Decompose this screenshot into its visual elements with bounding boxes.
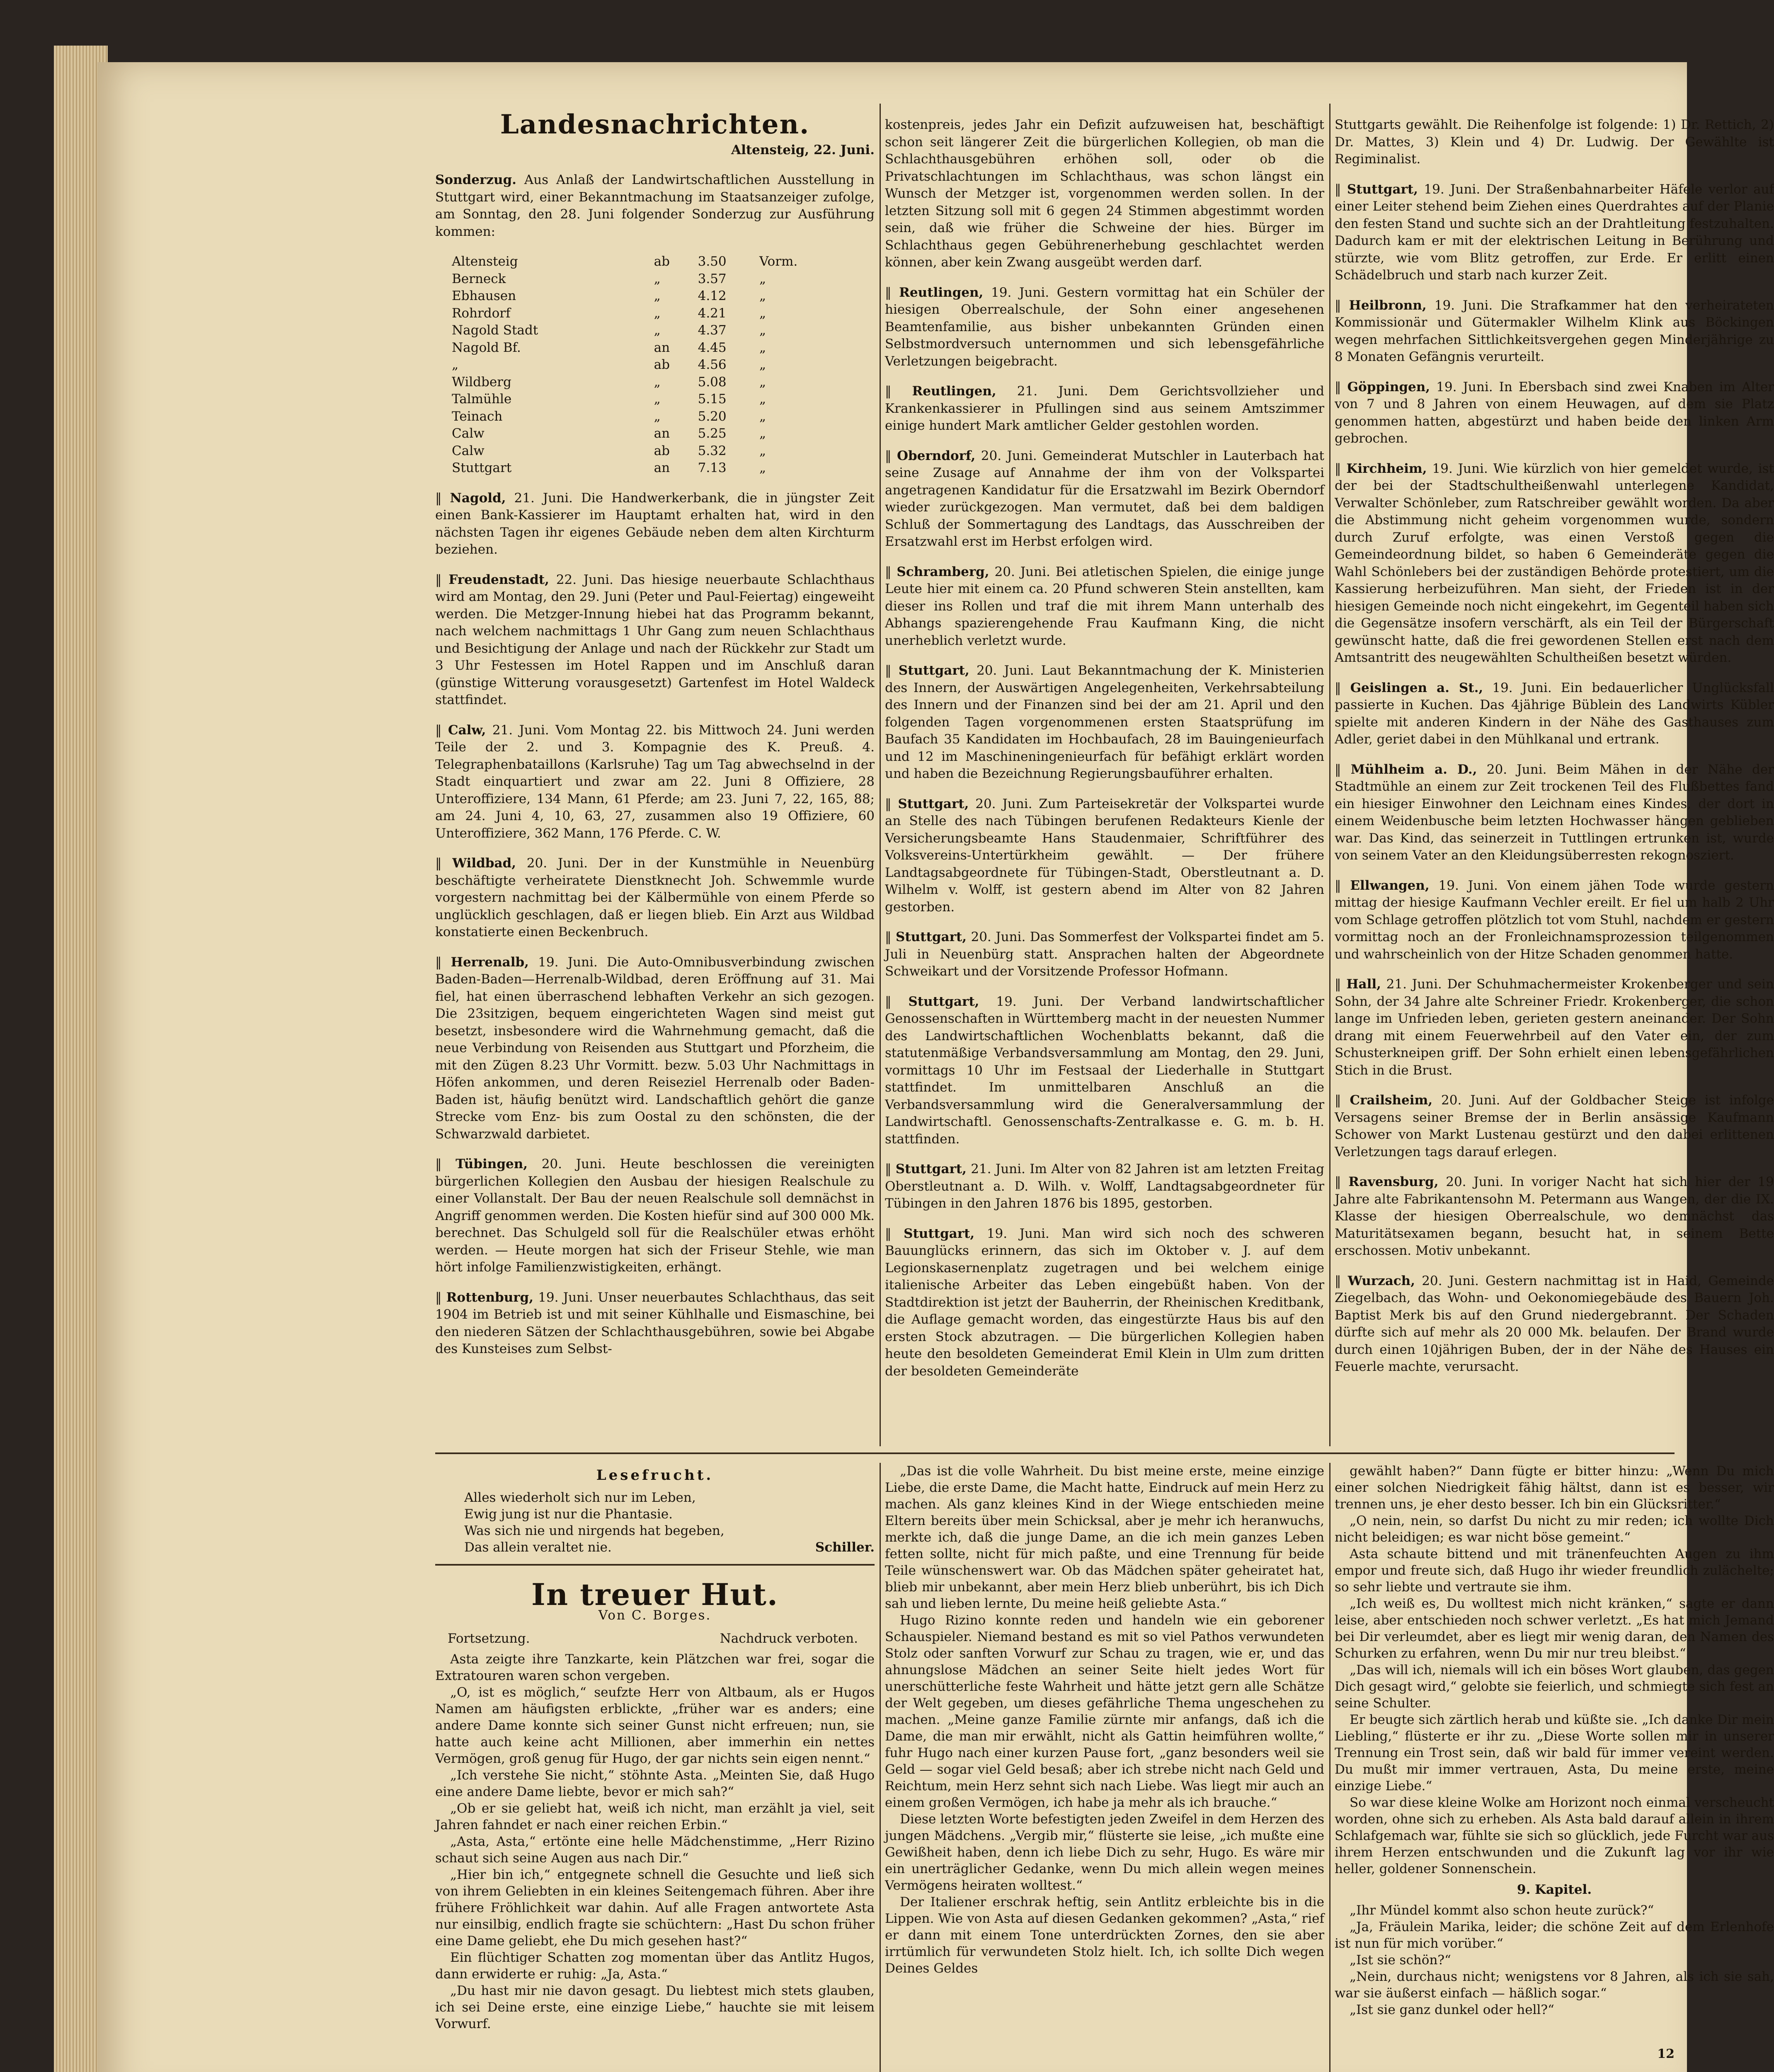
train-note: „ xyxy=(759,443,766,458)
news-place: Crailsheim, xyxy=(1350,1093,1433,1108)
story-title: In treuer Hut. xyxy=(531,1577,778,1612)
news-item: ‖ Stuttgart, 21. Juni. Im Alter von 82 Jahren ist am letzten Freitag Oberstleutnant a. D. Wilh. v. Wolff, Landtagsabgeordneter für Tübingen in den Jahren 1876 bis 1895, gestorben. xyxy=(885,1162,1324,1211)
reprint-note: Nachdruck verboten. xyxy=(720,1631,858,1646)
news-column-1 xyxy=(435,104,875,1371)
news-place: Heilbronn, xyxy=(1349,298,1427,313)
news-text: Stuttgarts gewählt. Die Reihenfolge ist folgende: 1) Dr. Rettich, 2) Dr. Mattes, 3) Klein und 4) Dr. Ludwig. Der Gewählte ist Regiminalist. xyxy=(1335,117,1774,167)
train-time: 5.25 xyxy=(698,426,727,441)
story-text xyxy=(435,1651,875,2032)
news-text: 20. Juni. Beim Mähen in der Nähe der Stadtmühle an einem zur Zeit trockenen Teil des Flußbettes fand ein hiesiger Einwohner den Leichnam eines Kindes, der dort in einem Weidenbusche beim letzten Hochwasser hängen geblieben war. Das Kind, das seinerzeit in Tuttlingen ertrunken ist, wurde von seinem Vater an den Kleidungsüberresten rekognosziert. xyxy=(1335,762,1774,863)
column-divider xyxy=(880,1463,881,2072)
sonderzug-intro: Sonderzug. Aus Anlaß der Landwirtschaftlichen Ausstellung in Stuttgart wird, einer Bekanntmachung im Staatsanzeiger zufolge, am Sonntag, den 28. Juni folgender Sonderzug zur Ausführung kommen: xyxy=(435,172,875,239)
train-station: Nagold Stadt xyxy=(452,323,538,338)
news-text: 19. Juni. Der Verband landwirtschaftlicher Genossenschaften in Württemberg macht in der neuesten Nummer des Landwirtschaftlichen Wochenblatts bekannt, daß die statutenmäßige Verbandsversammlung am Montag, den 29. Juni, vormittags 10 Uhr im Festsaal der Liederhalle in Stuttgart stattfindet. Im unmittelbaren Anschluß an die Verbandsversammlung wird die Generalversammlung der Landwirtschaftl. Genossenschafts-Zentralkasse e. G. m. b. H. stattfinden. xyxy=(885,994,1325,1147)
story-paragraph: „Du hast mir nie davon gesagt. Du liebtest mich stets glauben, ich sei Deine erste, eine einzige Liebe,“ hauchte sie mit leisem Vorwurf. xyxy=(435,1983,875,2031)
chapter-heading: 9. Kapitel. xyxy=(1517,1882,1592,1897)
column-divider xyxy=(1329,1463,1330,2072)
dateline: Altensteig, 22. Juni. xyxy=(731,142,875,157)
news-place: Tübingen, xyxy=(456,1157,528,1172)
news-place: Stuttgart, xyxy=(908,994,979,1009)
news-place: Ravensburg, xyxy=(1348,1174,1439,1189)
news-item: ‖ Crailsheim, 20. Juni. Auf der Goldbacher Steige ist infolge Versagens seiner Bremse der in Berlin ansässige Kaufmann Schower von Markt Lustenau gestürzt und den dabei erlittenen Verletzungen tags darauf erlegen. xyxy=(1335,1093,1774,1159)
train-station: „ xyxy=(452,357,459,372)
train-stop-row xyxy=(452,288,891,305)
news-item: ‖ Geislingen a. St., 19. Juni. Ein bedauerlicher Unglücksfall passierte in Kuchen. Das 4jährige Büblein des Landwirts Kübler spielte mit anderen Kindern in der Nähe des Gasthauses zum Adler, geriet dabei in den Mühlkanal und ertrank. xyxy=(1335,680,1774,747)
train-schedule-table xyxy=(452,253,891,477)
poem-line: Was sich nie und nirgends hat begeben, xyxy=(464,1523,725,1538)
news-item: ‖ Schramberg, 20. Juni. Bei atletischen Spielen, die einige junge Leute hier mit einem ca. 20 Pfund schweren Stein anstellten, kam dieser ins Rollen und traf die mit ihrem Mann unterhalb des Abhangs spazierengehende Frau Kaufmann King, die nicht unerheblich verletzt wurde. xyxy=(885,564,1325,648)
story-paragraph: Asta schaute bittend und mit tränenfeuchten Augen zu ihm empor und freute sich, daß Hugo ihr wieder freundlich zulächelte; so sehr liebte und vertraute sie ihm. xyxy=(1335,1547,1774,1595)
news-place: Freudenstadt, xyxy=(448,572,549,587)
news-text: 20. Juni. Der in der Kunstmühle in Neuenbürg beschäftigte verheiratete Dienstknecht Joh. Schwemmle wurde vorgestern nachmittag bei der Kälbermühle von einem Pferde so unglücklich geschlagen, daß er liegen blieb. Ein Arzt aus Wildbad konstatierte einen Beckenbruch. xyxy=(435,856,875,939)
news-text: 20. Juni. Auf der Goldbacher Steige ist infolge Versagens seiner Bremse der in Berlin ansässige Kaufmann Schower von Markt Lustenau gestürzt und den dabei erlittenen Verletzungen tags darauf erlegen. xyxy=(1335,1093,1774,1159)
news-item: ‖ Stuttgart, 20. Juni. Zum Parteisekretär der Volkspartei wurde an Stelle des nach Tübingen berufenen Redakteurs Kienle der Versicherungsbeamte Hans Staudenmaier, Schriftführer des Volksvereins-Untertürkheim gewählt. — Der frühere Landtagsabgeordnete für Tübingen-Stadt, Oberstleutnant a. D. Wilhelm v. Wolff, ist gestern abend im Alter von 82 Jahren gestorben. xyxy=(885,796,1325,915)
poem-line: Ewig jung ist nur die Phantasie. xyxy=(464,1507,673,1522)
story-paragraph: gewählt haben?“ Dann fügte er bitter hinzu: „Wenn Du mich einer solchen Niedrigkeit fähig hältst, dann ist es besser, wir trennen uns, je eher desto besser. Ich bin ein Glücksritter.“ xyxy=(1335,1464,1774,1512)
news-text: 19. Juni. Wie kürzlich von hier gemeldet wurde, ist der bei der Stadtschultheißenwahl unterlegene Kandidat, Verwalter Schönleber, zum Ratschreiber gewählt worden. Da aber die Abstimmung nicht geheim vorgenommen wurde, sondern durch Zuruf erfolgte, was einen Verstoß gegen die Gemeindeordnung bildet, so haben 6 Gemeinderäte gegen die Wahl Schönlebers bei der zuständigen Behörde protestiert, um die Kassierung herbeizuführen. Man sieht, der Frieden ist in der hiesigen Gemeinde noch nicht eingekehrt, im Gegenteil haben sich die Gegensätze insofern verschärft, als ein Teil der Bürgerschaft gewünscht hatte, daß die frei gewordenen Stellen erst nach dem Amtsantritt des neugewählten Schultheißen besetzt würden. xyxy=(1335,461,1774,665)
news-text: 19. Juni. Die Strafkammer hat den verheirateten Kommissionär und Gütermakler Wilhelm Klink aus Böckingen wegen mehrfachen Sittlichkeitsvergehen gegen Minderjährige zu 8 Monaten Gefängnis verurteilt. xyxy=(1335,298,1774,364)
news-item: ‖ Freudenstadt, 22. Juni. Das hiesige neuerbaute Schlachthaus wird am Montag, den 29. Juni (Peter und Paul-Feiertag) eingeweiht werden. Die Metzger-Innung hiebei hat das Programm bekannt, nach welchem nachmittags 1 Uhr Gang zum neuen Schlachthaus und Besichtigung der Anlage und nach der Rückkehr zur Stadt um 3 Uhr Festessen im Hotel Rappen und im Anschluß daran (günstige Witterung vorausgesetzt) Gartenfest im Hotel Waldeck stattfindet. xyxy=(435,572,875,707)
news-item: ‖ Stuttgart, 19. Juni. Man wird sich noch des schweren Bauunglücks erinnern, das sich im Oktober v. J. auf dem Legionskasernenplatz zugetragen und bei welchem einige italienische Arbeiter das Leben eingebüßt haben. Von der Stadtdirektion ist jetzt der Bauherrin, der Rheinischen Kreditbank, die Auflage gemacht worden, das eingestürzte Haus bis auf den ersten Stock abzutragen. — Die bürgerlichen Kollegien haben heute den besoldeten Gemeinderat Emil Klein in Ulm zum dritten der besoldeten Gemeinderäte xyxy=(885,1226,1324,1379)
train-mode: „ xyxy=(654,323,661,338)
train-stop-row xyxy=(452,322,891,339)
news-item: ‖ Göppingen, 19. Juni. In Ebersbach sind zwei Knaben im Alter von 7 und 8 Jahren von einem Heuwagen, auf dem sie Platz genommen hatten, abgestürzt und haben beide den linken Arm gebrochen. xyxy=(1335,379,1774,446)
train-mode: ab xyxy=(654,254,670,269)
news-item: ‖ Stuttgart, 19. Juni. Der Verband landwirtschaftlicher Genossenschaften in Württemberg macht in der neuesten Nummer des Landwirtschaftlichen Wochenblatts bekannt, daß die statutenmäßige Verbandsversammlung am Montag, den 29. Juni, vormittags 10 Uhr im Festsaal der Liederhalle in Stuttgart stattfindet. Im unmittelbaren Anschluß an die Verbandsversammlung wird die Generalversammlung der Landwirtschaftl. Genossenschafts-Zentralkasse e. G. m. b. H. stattfinden. xyxy=(885,994,1325,1147)
train-station: Nagold Bf. xyxy=(452,340,521,355)
train-note: „ xyxy=(759,392,766,407)
news-item: ‖ Reutlingen, 21. Juni. Dem Gerichtsvollzieher und Krankenkassierer in Pfullingen sind aus seinem Amtszimmer einige hundert Mark amtlicher Gelder gestohlen worden. xyxy=(885,384,1324,433)
train-station: Calw xyxy=(452,443,485,458)
news-item: ‖ Nagold, 21. Juni. Die Handwerkerbank, die in jüngster Zeit einen Bank-Kassierer im Hauptamt erhalten hat, wird in den nächsten Tagen ihr eigenes Gebäude neben dem alten Kirchturm beziehen. xyxy=(435,490,875,557)
train-stop-row xyxy=(452,425,891,443)
news-place: Herrenalb, xyxy=(451,954,529,970)
news-place: Stuttgart, xyxy=(904,1226,975,1241)
news-place: Stuttgart, xyxy=(898,796,969,811)
story-paragraph: „O nein, nein, so darfst Du nicht zu mir reden; ich wollte Dich nicht beleidigen; es war nicht böse gemeint.“ xyxy=(1335,1513,1774,1545)
train-mode: „ xyxy=(654,374,661,390)
story-paragraph: „Ob er sie geliebt hat, weiß ich nicht, man erzählt ja viel, seit Jahren fahndet er nach einer reichen Erbin.“ xyxy=(435,1801,875,1832)
column-divider xyxy=(1329,104,1330,1446)
news-place: Wildbad, xyxy=(452,856,516,871)
train-stop-row xyxy=(452,443,891,460)
train-time: 4.45 xyxy=(698,340,727,355)
section-title: Landesnachrichten. xyxy=(500,109,810,140)
news-item: ‖ Hall, 21. Juni. Der Schuhmachermeister Krokenberger und sein Sohn, der 34 Jahre alte Schreiner Friedr. Krokenberger, die schon lange im Unfrieden leben, gerieten gestern aneinander. Der Sohn drang mit einem Feuerwehrbeil auf den Vater ein, der zum Schusterkneipen griff. Der Sohn erhielt einen lebensgefährlichen Stich in die Brust. xyxy=(1335,977,1774,1078)
train-time: 4.21 xyxy=(698,305,727,321)
news-item: ‖ Wildbad, 20. Juni. Der in der Kunstmühle in Neuenbürg beschäftigte verheiratete Dienstknecht Joh. Schwemmle wurde vorgestern nachmittag bei der Kälbermühle von einem Pferde so unglücklich geschlagen, daß er liegen blieb. Ein Arzt aus Wildbad konstatierte einen Beckenbruch. xyxy=(435,856,875,939)
train-note: Vorm. xyxy=(759,254,798,269)
train-station: Altensteig xyxy=(452,254,518,269)
train-station: Ebhausen xyxy=(452,288,516,303)
train-time: 5.08 xyxy=(698,374,727,390)
train-mode: ab xyxy=(654,443,670,458)
news-place: Rottenburg, xyxy=(446,1290,534,1305)
train-note: „ xyxy=(759,305,766,321)
story-paragraph: „Das will ich, niemals will ich ein böses Wort glauben, das gegen Dich gesagt wird,“ gelobte sie feierlich, und schmiegte sich fest an seine Schulter. xyxy=(1335,1663,1774,1711)
train-time: 7.13 xyxy=(698,460,727,475)
news-place: Hall, xyxy=(1346,977,1381,992)
story-paragraph: „Ist sie schön?“ xyxy=(1350,1953,1451,1968)
news-text: 20. Juni. Bei atletischen Spielen, die einige junge Leute hier mit einem ca. 20 Pfund schweren Stein anstellten, kam dieser ins Rollen und traf die mit ihrem Mann unterhalb des Abhangs spazierengehende Frau Kaufmann King, die nicht unerheblich verletzt wurde. xyxy=(885,564,1325,648)
news-text: 21. Juni. Der Schuhmachermeister Krokenberger und sein Sohn, der 34 Jahre alte Schreiner Friedr. Krokenberger, die schon lange im Unfrieden leben, gerieten gestern aneinander. Der Sohn drang mit einem Feuerwehrbeil auf den Vater ein, der zum Schusterkneipen griff. Der Sohn erhielt einen lebensgefährlichen Stich in die Brust. xyxy=(1335,977,1774,1078)
news-items xyxy=(435,490,875,1358)
section-divider xyxy=(435,1452,1675,1454)
news-item: ‖ Ellwangen, 19. Juni. Von einem jähen Tode wurde gestern mittag der hiesige Kaufmann Vechler ereilt. Er fiel um halb 2 Uhr vom Schlage getroffen plötzlich tot vom Stuhl, nachdem er gestern vormittag noch an der Fronleichnamsprozession teilgenommen und wahrscheinlich von der Hitze Schaden genommen hatte. xyxy=(1335,878,1774,962)
news-item: ‖ Kirchheim, 19. Juni. Wie kürzlich von hier gemeldet wurde, ist der bei der Stadtschultheißenwahl unterlegene Kandidat, Verwalter Schönleber, zum Ratschreiber gewählt worden. Da aber die Abstimmung nicht geheim vorgenommen wurde, sondern durch Zuruf erfolgte, was einen Verstoß gegen die Gemeindeordnung bildet, so haben 6 Gemeinderäte gegen die Wahl Schönlebers bei der zuständigen Behörde protestiert, um die Kassierung herbeizuführen. Man sieht, der Frieden ist in der hiesigen Gemeinde noch nicht eingekehrt, im Gegenteil haben sich die Gegensätze insofern verschärft, als ein Teil der Bürgerschaft gewünscht hatte, daß die frei gewordenen Stellen erst nach dem Amtsantritt des neugewählten Schultheißen besetzt würden. xyxy=(1335,461,1774,665)
train-stop-row xyxy=(452,339,891,357)
story-paragraph: „Asta, Asta,“ ertönte eine helle Mädchenstimme, „Herr Rizino schaut sich seine Augen aus nach Dir.“ xyxy=(435,1834,875,1866)
train-stop-row xyxy=(452,271,891,288)
news-text: 19. Juni. Ein bedauerlicher Unglücksfall passierte in Kuchen. Das 4jährige Büblein des Landwirts Kübler spielte mit anderen Kindern in der Nähe des Gasthauses zum Adler, geriet dabei in den Mühlkanal und ertrank. xyxy=(1335,680,1774,747)
news-text: 21. Juni. Dem Gerichtsvollzieher und Krankenkassierer in Pfullingen sind aus seinem Amtszimmer einige hundert Mark amtlicher Gelder gestohlen worden. xyxy=(885,384,1324,433)
news-item: ‖ Ravensburg, 20. Juni. In voriger Nacht hat sich hier der 19 Jahre alte Fabrikantensohn M. Petermann aus Wangen, der die IX. Klasse der hiesigen Oberrealschule, wo demnächst das Maturitätsexamen begann, besucht hat, in seinem Bette erschossen. Motiv unbekannt. xyxy=(1335,1174,1774,1258)
news-text: 21. Juni. Die Handwerkerbank, die in jüngster Zeit einen Bank-Kassierer im Hauptamt erhalten hat, wird in den nächsten Tagen ihr eigenes Gebäude neben dem alten Kirchturm beziehen. xyxy=(435,490,875,557)
train-note: „ xyxy=(759,323,766,338)
news-item: ‖ Stuttgart, 20. Juni. Laut Bekanntmachung der K. Ministerien des Innern, der Auswärtigen Angelegenheiten, Verkehrsabteilung des Innern und der Finanzen sind bei der am 21. April und den folgenden Tagen vorgenommenen ersten Staatsprüfung im Baufach 35 Kandidaten im Hochbaufach, 28 im Bauingenieurfach und 12 im Maschineningenieurfach für befähigt erklärt worden und haben die Bezeichnung Regierungsbauführer erhalten. xyxy=(885,663,1325,781)
page-mark: 12 xyxy=(1657,2047,1675,2061)
train-note: „ xyxy=(759,409,766,424)
news-text: 19. Juni. In Ebersbach sind zwei Knaben im Alter von 7 und 8 Jahren von einem Heuwagen, auf dem sie Platz genommen hatten, abgestürzt und haben beide den linken Arm gebrochen. xyxy=(1335,379,1774,446)
story-text xyxy=(1335,1463,1774,1877)
news-place: Stuttgart, xyxy=(895,1162,967,1176)
news-place: Calw, xyxy=(448,722,486,738)
story-paragraph: „Ich verstehe Sie nicht,“ stöhnte Asta. „Meinten Sie, daß Hugo eine andere Dame liebte, bevor er mich sah?“ xyxy=(435,1768,875,1799)
train-station: Talmühle xyxy=(452,392,512,407)
feuilleton-column-3 xyxy=(1335,1463,1774,2018)
news-item: ‖ Stuttgart, 19. Juni. Der Straßenbahnarbeiter Häfele verlor auf einer Leiter stehend beim Ziehen eines Querdrahtes auf der Planie den festen Stand und suchte sich an der Drahtleitung festzuhalten. Dadurch kam er mit der elektrischen Leitung in Berührung und stürzte, wie vom Blitz getroffen, zur Erde. Er erlitt einen Schädelbruch und starb nach kurzer Zeit. xyxy=(1335,182,1774,283)
news-text: 19. Juni. Die Auto-Omnibusverbindung zwischen Baden-Baden—Herrenalb-Wildbad, deren Eröffnung auf 31. Mai fiel, hat einen überraschend lebhaften Verkehr an sich gezogen. Die 23sitzigen, bequem eingerichteten Wagen sind meist gut besetzt, insbesondere wird die Wahrnehmung gemacht, daß die neue Verbindung von Reisenden aus Stuttgart und Pforzheim, die mit den Zügen 8.23 Uhr Vormitt. bezw. 5.03 Uhr Nachmittags in Höfen ankommen, und deren Reiseziel Herrenalb oder Baden-Baden ist, häufig benützt wird. Landschaftlich gehört die ganze Strecke vom Enz- bis zum Oostal zu den schönsten, die der Schwarzwald darbietet. xyxy=(435,954,875,1142)
news-item: ‖ Oberndorf, 20. Juni. Gemeinderat Mutschler in Lauterbach hat seine Zusage auf Annahme der ihm von der Volkspartei angetragenen Kandidatur für die Ersatzwahl im Bezirk Oberndorf wieder zurückgezogen. Man vermutet, daß bei dem baldigen Schluß der Sommertagung des Landtags, das Ausschreiben der Ersatzwahl erst im Herbst erfolgen wird. xyxy=(885,448,1325,549)
story-paragraph: „Ist sie ganz dunkel oder hell?“ xyxy=(1350,2002,1554,2017)
story-byline: Von C. Borges. xyxy=(598,1608,712,1623)
story-paragraph: Er beugte sich zärtlich herab und küßte sie. „Ich danke Dir mein Liebling,“ flüsterte er ihr zu. „Diese Worte sollen mir in unserer Trennung ein Trost sein, daß wir bald für immer vereint werden. Du mußt mir immer vertrauen, Asta, Du meine erste, meine einzige Liebe.“ xyxy=(1335,1712,1774,1794)
train-note: „ xyxy=(759,271,766,286)
train-station: Calw xyxy=(452,426,485,441)
story-paragraph: Asta zeigte ihre Tanzkarte, kein Plätzchen war frei, sogar die Extratouren waren schon vergeben. xyxy=(435,1652,875,1683)
news-item: ‖ Tübingen, 20. Juni. Heute beschlossen die vereinigten bürgerlichen Kollegien den Ausbau der hiesigen Realschule zu einer Vollanstalt. Der Bau der neuen Realschule soll demnächst in Angriff genommen werden. Die Kosten hiefür sind auf 300 000 Mk. berechnet. Das Schulgeld soll für die Realschüler etwas erhöht werden. — Heute morgen hat sich der Friseur Stehle, wie man hört infolge Familienzwistigkeiten, erhängt. xyxy=(435,1157,875,1275)
train-time: 4.37 xyxy=(698,323,727,338)
story-text xyxy=(1335,1902,1774,2018)
lesefrucht-heading: Lesefrucht. xyxy=(596,1467,714,1484)
news-place: Mühlheim a. D., xyxy=(1350,762,1477,777)
news-place: Stuttgart, xyxy=(895,929,967,944)
story-paragraph: Hugo Rizino konnte reden und handeln wie ein geborener Schauspieler. Niemand bestand es mit so viel Pathos verwundeten Stolz oder sanften Vorwurf zur Schau zu tragen, wie er, und das ahnungslose Mädchen an seiner Seite hielt jedes Wort für unerschütterliche feste Wahrheit und hätte jetzt gern alle Schätze der Welt gegeben, um dieses gefährliche Thema ungeschehen zu machen. „Meine ganze Familie zürnte mir anfangs, daß ich die Dame, die man mir erwählt, nicht als Gattin heimführen wollte,“ fuhr Hugo nach einer kurzen Pause fort, „ganz besonders weil sie Geld — sogar viel Geld besaß; aber ich strebe nicht nach Geld und Reichtum, mein Herz sehnt sich nach Liebe. Was liegt mir auch an einem großen Vermögen, ich habe ja mehr als ich brauche.“ xyxy=(885,1613,1324,1810)
train-mode: an xyxy=(654,426,670,441)
news-column-2 xyxy=(885,104,1324,1393)
train-stop-row xyxy=(452,356,891,374)
train-mode: „ xyxy=(654,271,661,286)
train-time: 5.15 xyxy=(698,392,727,407)
news-place: Nagold, xyxy=(450,490,506,506)
train-note: „ xyxy=(759,288,766,303)
news-item xyxy=(1335,116,1774,168)
news-text: 20. Juni. Heute beschlossen die vereinigten bürgerlichen Kollegien den Ausbau der hiesigen Realschule zu einer Vollanstalt. Der Bau der neuen Realschule soll demnächst in Angriff genommen werden. Die Kosten hiefür sind auf 300 000 Mk. berechnet. Das Schulgeld soll für die Realschüler etwas erhöht werden. — Heute morgen hat sich der Friseur Stehle, wie man hört infolge Familienzwistigkeiten, erhängt. xyxy=(435,1157,875,1275)
news-text: 20. Juni. Das Sommerfest der Volkspartei findet am 5. Juli in Neuenbürg statt. Ansprachen halten der Abgeordnete Schweikart und der Vorsitzende Professor Hofmann. xyxy=(885,929,1325,979)
train-stop-row xyxy=(452,305,891,322)
story-paragraph: „Ja, Fräulein Marika, leider; die schöne Zeit auf dem Erlenhofe ist nun für mich vorüber.“ xyxy=(1335,1920,1774,1951)
train-mode: „ xyxy=(654,392,661,407)
news-text: 20. Juni. In voriger Nacht hat sich hier der 19 Jahre alte Fabrikantensohn M. Petermann aus Wangen, der die IX. Klasse der hiesigen Oberrealschule, wo demnächst das Maturitätsexamen begann, besucht hat, in seinem Bette erschossen. Motiv unbekannt. xyxy=(1335,1174,1774,1258)
story-subline xyxy=(448,1630,858,1647)
news-item: ‖ Stuttgart, 20. Juni. Das Sommerfest der Volkspartei findet am 5. Juli in Neuenbürg statt. Ansprachen halten der Abgeordnete Schweikart und der Vorsitzende Professor Hofmann. xyxy=(885,929,1325,979)
poem-line: Alles wiederholt sich nur im Leben, xyxy=(464,1490,696,1505)
news-place: Oberndorf, xyxy=(897,448,976,463)
news-place: Ellwangen, xyxy=(1350,878,1430,893)
news-text: 21. Juni. Vom Montag 22. bis Mittwoch 24. Juni werden Teile der 2. und 3. Kompagnie des K. Preuß. 4. Telegraphenbataillons (Karlsruhe) Tag um Tag abwechselnd in der Stadt einquartiert und zwar am 22. Juni 8 Offiziere, 28 Unteroffiziere, 134 Mann, 61 Pferde; am 23. Juni 7, 22, 165, 88; am 24. Juni 4, 10, 63, 27, zusammen also 19 Offiziere, 60 Unteroffiziere, 362 Mann, 176 Pferde. C. W. xyxy=(435,722,875,841)
news-text: 19. Juni. Unser neuerbautes Schlachthaus, das seit 1904 im Betrieb ist und mit seiner Kühlhalle und Eismaschine, bei den niederen Sätzen der Schlachthausgebühren, sowie bei Abgabe des Kunsteises zum Selbst- xyxy=(435,1290,875,1356)
train-station: Wildberg xyxy=(452,374,511,390)
news-item: ‖ Calw, 21. Juni. Vom Montag 22. bis Mittwoch 24. Juni werden Teile der 2. und 3. Kompagnie des K. Preuß. 4. Telegraphenbataillons (Karlsruhe) Tag um Tag abwechselnd in der Stadt einquartiert und zwar am 22. Juni 8 Offiziere, 28 Unteroffiziere, 134 Mann, 61 Pferde; am 23. Juni 7, 22, 165, 88; am 24. Juni 4, 10, 63, 27, zusammen also 19 Offiziere, 60 Unteroffiziere, 362 Mann, 176 Pferde. C. W. xyxy=(435,722,875,841)
train-time: 5.32 xyxy=(698,443,727,458)
train-station: Stuttgart xyxy=(452,460,512,475)
train-stop-row xyxy=(452,408,891,426)
story-paragraph: So war diese kleine Wolke am Horizont noch einmal verscheucht worden, ohne sich zu erheben. Als Asta bald darauf allein in ihrem Schlafgemach war, fühlte sie sich so glücklich, jede Furcht war aus ihrem Herzen entschwunden und die Zukunft lag vor ihr wie heller, goldener Sonnenschein. xyxy=(1335,1795,1774,1876)
newspaper-page xyxy=(97,62,1774,2072)
news-place: Geislingen a. St., xyxy=(1350,680,1483,695)
news-text: 22. Juni. Das hiesige neuerbaute Schlachthaus wird am Montag, den 29. Juni (Peter und Paul-Feiertag) eingeweiht werden. Die Metzger-Innung hiebei hat das Programm bekannt, nach welchem nachmittags 1 Uhr Gang zum neuen Schlachthaus und Besichtigung der Anlage und nach der Rückkehr zur Stadt um 3 Uhr Festessen im Hotel Rappen und im Anschluß daran (günstige Witterung vorausgesetzt) Gartenfest im Hotel Waldeck stattfindet. xyxy=(435,572,875,707)
story-paragraph: „O, ist es möglich,“ seufzte Herr von Altbaum, als er Hugos Namen am häufigsten erblickte, „früher war es anders; eine andere Dame konnte sich seiner Gunst nicht erfreuen; nun, sie hatte auch keine acht Millionen, aber immerhin ein nettes Vermögen, groß genug für Hugo, der gar nichts sein eigen nennt.“ xyxy=(435,1685,875,1766)
news-text: 20. Juni. Zum Parteisekretär der Volkspartei wurde an Stelle des nach Tübingen berufenen Redakteurs Kienle der Versicherungsbeamte Hans Staudenmaier, Schriftführer des Volksvereins-Untertürkheim gewählt. — Der frühere Landtagsabgeordnete für Tübingen-Stadt, Oberstleutnant a. D. Wilhelm v. Wolff, ist gestern abend im Alter von 82 Jahren gestorben. xyxy=(885,796,1325,915)
story-paragraph: „Das ist die volle Wahrheit. Du bist meine erste, meine einzige Liebe, die erste Dame, die Macht hatte, Eindruck auf mein Herz zu machen. Als ganz kleines Kind in der Wiege entschieden meine Eltern bereits über mein Schicksal, aber je mehr ich heranwuchs, merkte ich, daß die junge Dame, an die ich mein ganzes Leben fetten sollte, nicht für mich paßte, und eine Trennung für beide Teile wünschenswert war. Ob das Mädchen später geheiratet hat, blieb mir unbekannt, aber mein Herz blieb unberührt, bis ich Dich sah und lieben lernte, Du meine heiß geliebte Asta.“ xyxy=(885,1464,1324,1611)
train-stop-row xyxy=(452,391,891,408)
news-text: 21. Juni. Im Alter von 82 Jahren ist am letzten Freitag Oberstleutnant a. D. Wilh. v. Wolff, Landtagsabgeordneter für Tübingen in den Jahren 1876 bis 1895, gestorben. xyxy=(885,1162,1324,1211)
news-item xyxy=(885,116,1324,271)
train-mode: „ xyxy=(654,305,661,321)
news-item: ‖ Wurzach, 20. Juni. Gestern nachmittag ist in Haid, Gemeinde Ziegelbach, das Wohn- und Oekonomiegebäude des Bauern Joh. Baptist Merk bis auf den Grund niedergebrannt. Der Schaden dürfte sich auf mehr als 20 000 Mk. belaufen. Der Brand wurde durch einen 10jährigen Buben, der in der Nähe des Hauses ein Feuerle machte, verursacht. xyxy=(1335,1273,1774,1374)
train-station: Rohrdorf xyxy=(452,305,511,321)
news-item: ‖ Heilbronn, 19. Juni. Die Strafkammer hat den verheirateten Kommissionär und Gütermakler Wilhelm Klink aus Böckingen wegen mehrfachen Sittlichkeitsvergehen gegen Minderjährige zu 8 Monaten Gefängnis verurteilt. xyxy=(1335,298,1774,364)
news-place: Stuttgart, xyxy=(1347,182,1418,197)
story-paragraph: „Ich weiß es, Du wolltest mich nicht kränken,“ sagte er dann leise, aber entschieden noch schwer verletzt. „Es hat mich Jemand bei Dir verleumdet, aber es liegt mir wenig daran, den Namen des Schurken zu erfahren, wenn Du mir nur treu bleibst.“ xyxy=(1335,1596,1774,1661)
train-station: Teinach xyxy=(452,409,503,424)
train-mode: „ xyxy=(654,288,661,303)
train-note: „ xyxy=(759,374,766,390)
train-mode: an xyxy=(654,460,670,475)
feuilleton-column-2 xyxy=(885,1463,1324,1977)
news-item: ‖ Rottenburg, 19. Juni. Unser neuerbautes Schlachthaus, das seit 1904 im Betrieb ist und mit seiner Kühlhalle und Eismaschine, bei den niederen Sätzen der Schlachthausgebühren, sowie bei Abgabe des Kunsteises zum Selbst- xyxy=(435,1290,875,1356)
news-place: Göppingen, xyxy=(1347,379,1430,395)
train-mode: an xyxy=(654,340,670,355)
train-time: 3.57 xyxy=(698,271,727,286)
train-stop-row xyxy=(452,460,891,477)
story-paragraph: Diese letzten Worte befestigten jeden Zweifel in dem Herzen des jungen Mädchens. „Vergib mir,“ flüsterte sie leise, „ich mußte eine Gewißheit haben, denn ich liebe Dich zu sehr, Hugo. Es wäre mir ein unerträglicher Gedanke, wenn Du mich allein wegen meines Vermögens heiraten wolltest.“ xyxy=(885,1812,1324,1893)
news-item: ‖ Herrenalb, 19. Juni. Die Auto-Omnibusverbindung zwischen Baden-Baden—Herrenalb-Wildbad, deren Eröffnung auf 31. Mai fiel, hat einen überraschend lebhaften Verkehr an sich gezogen. Die 23sitzigen, bequem eingerichteten Wagen sind meist gut besetzt, insbesondere wird die Wahrnehmung gemacht, daß die neue Verbindung von Reisenden aus Stuttgart und Pforzheim, die mit den Zügen 8.23 Uhr Vormitt. bezw. 5.03 Uhr Nachmittags in Höfen ankommen, und deren Reiseziel Herrenalb oder Baden-Baden ist, häufig benützt wird. Landschaftlich gehört die ganze Strecke vom Enz- bis zum Oostal zu den schönsten, die der Schwarzwald darbietet. xyxy=(435,954,875,1142)
story-paragraph: „Ihr Mündel kommt also schon heute zurück?“ xyxy=(1350,1903,1654,1918)
train-stop-row xyxy=(452,253,891,271)
feuilleton-rule xyxy=(435,1564,875,1566)
news-text: 19. Juni. Der Straßenbahnarbeiter Häfele verlor auf einer Leiter stehend beim Ziehen eines Querdrahtes auf der Planie den festen Stand und suchte sich an der Drahtleitung festzuhalten. Dadurch kam er mit der elektrischen Leitung in Berührung und stürzte, wie vom Blitz getroffen, zur Erde. Er erlitt einen Schädelbruch und starb nach kurzer Zeit. xyxy=(1335,182,1774,283)
poem-line: Das allein veraltet nie. xyxy=(464,1540,612,1555)
news-place: Kirchheim, xyxy=(1346,461,1427,476)
story-paragraph: Der Italiener erschrak heftig, sein Antlitz erbleichte bis in die Lippen. Wie von Asta auf diesen Gedanken gekommen? „Asta,“ rief er dann mit einem Tone unterdrückten Zornes, den sie aber irrtümlich für verwundeten Stolz hielt. Ich, ich sollte Dich wegen Deines Geldes xyxy=(885,1895,1324,1976)
news-column-3 xyxy=(1335,104,1774,1389)
train-time: 5.20 xyxy=(698,409,727,424)
train-mode: „ xyxy=(654,409,661,424)
news-place: Stuttgart, xyxy=(898,663,969,678)
news-text: 20. Juni. Laut Bekanntmachung der K. Ministerien des Innern, der Auswärtigen Angelegenheiten, Verkehrsabteilung des Innern und der Finanzen sind bei der am 21. April und den folgenden Tagen vorgenommenen ersten Staatsprüfung im Baufach 35 Kandidaten im Hochbaufach, 28 im Bauingenieurfach und 12 im Maschineningenieurfach für befähigt erklärt worden und haben die Bezeichnung Regierungsbauführer erhalten. xyxy=(885,663,1325,781)
news-text: 19. Juni. Von einem jähen Tode wurde gestern mittag der hiesige Kaufmann Vechler ereilt. Er fiel um halb 2 Uhr vom Schlage getroffen plötzlich tot vom Stuhl, nachdem er gestern vormittag noch an der Fronleichnamsprozession teilgenommen und wahrscheinlich von der Hitze Schaden genommen hatte. xyxy=(1335,878,1774,962)
news-text: 20. Juni. Gestern nachmittag ist in Haid, Gemeinde Ziegelbach, das Wohn- und Oekonomiegebäude des Bauern Joh. Baptist Merk bis auf den Grund niedergebrannt. Der Schaden dürfte sich auf mehr als 20 000 Mk. belaufen. Der Brand wurde durch einen 10jährigen Buben, der in der Nähe des Hauses ein Feuerle machte, verursacht. xyxy=(1335,1273,1774,1374)
train-mode: ab xyxy=(654,357,670,372)
news-item: ‖ Mühlheim a. D., 20. Juni. Beim Mähen in der Nähe der Stadtmühle an einem zur Zeit trockenen Teil des Flußbettes fand ein hiesiger Einwohner den Leichnam eines Kindes, der dort in einem Weidenbusche beim letzten Hochwasser hängen geblieben war. Das Kind, das seinerzeit in Tuttlingen ertrunken ist, wurde von seinem Vater an den Kleidungsüberresten rekognosziert. xyxy=(1335,762,1774,863)
story-paragraph: „Nein, durchaus nicht; wenigstens vor 8 Jahren, als ich sie sah, war sie äußerst einfach — häßlich sogar.“ xyxy=(1335,1969,1774,2001)
news-place: Reutlingen, xyxy=(899,285,984,300)
train-note: „ xyxy=(759,340,766,355)
news-place: Schramberg, xyxy=(897,564,989,579)
news-place: Reutlingen, xyxy=(912,384,996,399)
train-note: „ xyxy=(759,460,766,475)
continuation-note: Fortsetzung. xyxy=(448,1631,530,1646)
train-time: 4.56 xyxy=(698,357,727,372)
train-note: „ xyxy=(759,357,766,372)
news-text: kostenpreis, jedes Jahr ein Defizit aufzuweisen hat, beschäftigt schon seit längerer Zeit die bürgerlichen Kollegien, ob man die Schlachthausgebühren erhöhen soll, oder ob die Privatschlachtungen im Schlachthaus, was schon längst ein Wunsch der Metzger ist, vorgenommen werden sollen. In der letzten Sitzung soll mit 6 gegen 24 Stimmen abgestimmt worden sein, daß wie früher die Schweine der hies. Bürger im Schlachthaus gegen Gebührenerhebung geschlachtet werden können, aber kein Zwang ausgeübt werden darf. xyxy=(885,117,1324,270)
train-time: 4.12 xyxy=(698,288,727,303)
news-text: 20. Juni. Gemeinderat Mutschler in Lauterbach hat seine Zusage auf Annahme der ihm von der Volkspartei angetragenen Kandidatur für die Ersatzwahl im Bezirk Oberndorf wieder zurückgezogen. Man vermutet, daß bei dem baldigen Schluß der Sommertagung des Landtags, das Ausschreiben der Ersatzwahl erst im Herbst erfolgen wird. xyxy=(885,448,1325,549)
news-text: 19. Juni. Man wird sich noch des schweren Bauunglücks erinnern, das sich im Oktober v. J. auf dem Legionskasernenplatz zugetragen und bei welchem einige italienische Arbeiter das Leben eingebüßt haben. Von der Stadtdirektion ist jetzt der Bauherrin, der Rheinischen Kreditbank, die Auflage gemacht worden, das eingestürzte Haus bis auf den ersten Stock abzutragen. — Die bürgerlichen Kollegien haben heute den besoldeten Gemeinderat Emil Klein in Ulm zum dritten der besoldeten Gemeinderäte xyxy=(885,1226,1324,1379)
story-paragraph: „Hier bin ich,“ entgegnete schnell die Gesuchte und ließ sich von ihrem Geliebten in ein kleines Seitengemach führen. Aber ihre frühere Fröhlichkeit war dahin. Auf alle Fragen antwortete Asta nur einsilbig, endlich fragte sie schüchtern: „Hast Du schon früher eine Dame geliebt, ehe Du mich gesehen hast?“ xyxy=(435,1867,875,1949)
news-text: 19. Juni. Gestern vormittag hat ein Schüler der hiesigen Oberrealschule, der Sohn einer angesehenen Beamtenfamilie, aus bisher unbekannten Gründen einen Selbstmordversuch unternommen und sich lebensgefährliche Verletzungen beigebracht. xyxy=(885,285,1324,369)
train-stop-row xyxy=(452,374,891,391)
train-note: „ xyxy=(759,426,766,441)
news-place: Wurzach, xyxy=(1347,1273,1415,1288)
train-station: Berneck xyxy=(452,271,506,286)
poem-author: Schiller. xyxy=(815,1540,875,1555)
feuilleton-column-1 xyxy=(435,1463,875,2032)
story-paragraph: Ein flüchtiger Schatten zog momentan über das Antlitz Hugos, dann erwiderte er ruhig: „Ja, Asta.“ xyxy=(435,1950,875,1982)
news-item: ‖ Reutlingen, 19. Juni. Gestern vormittag hat ein Schüler der hiesigen Oberrealschule, der Sohn einer angesehenen Beamtenfamilie, aus bisher unbekannten Gründen einen Selbstmordversuch unternommen und sich lebensgefährliche Verletzungen beigebracht. xyxy=(885,285,1324,369)
train-time: 3.50 xyxy=(698,254,727,269)
